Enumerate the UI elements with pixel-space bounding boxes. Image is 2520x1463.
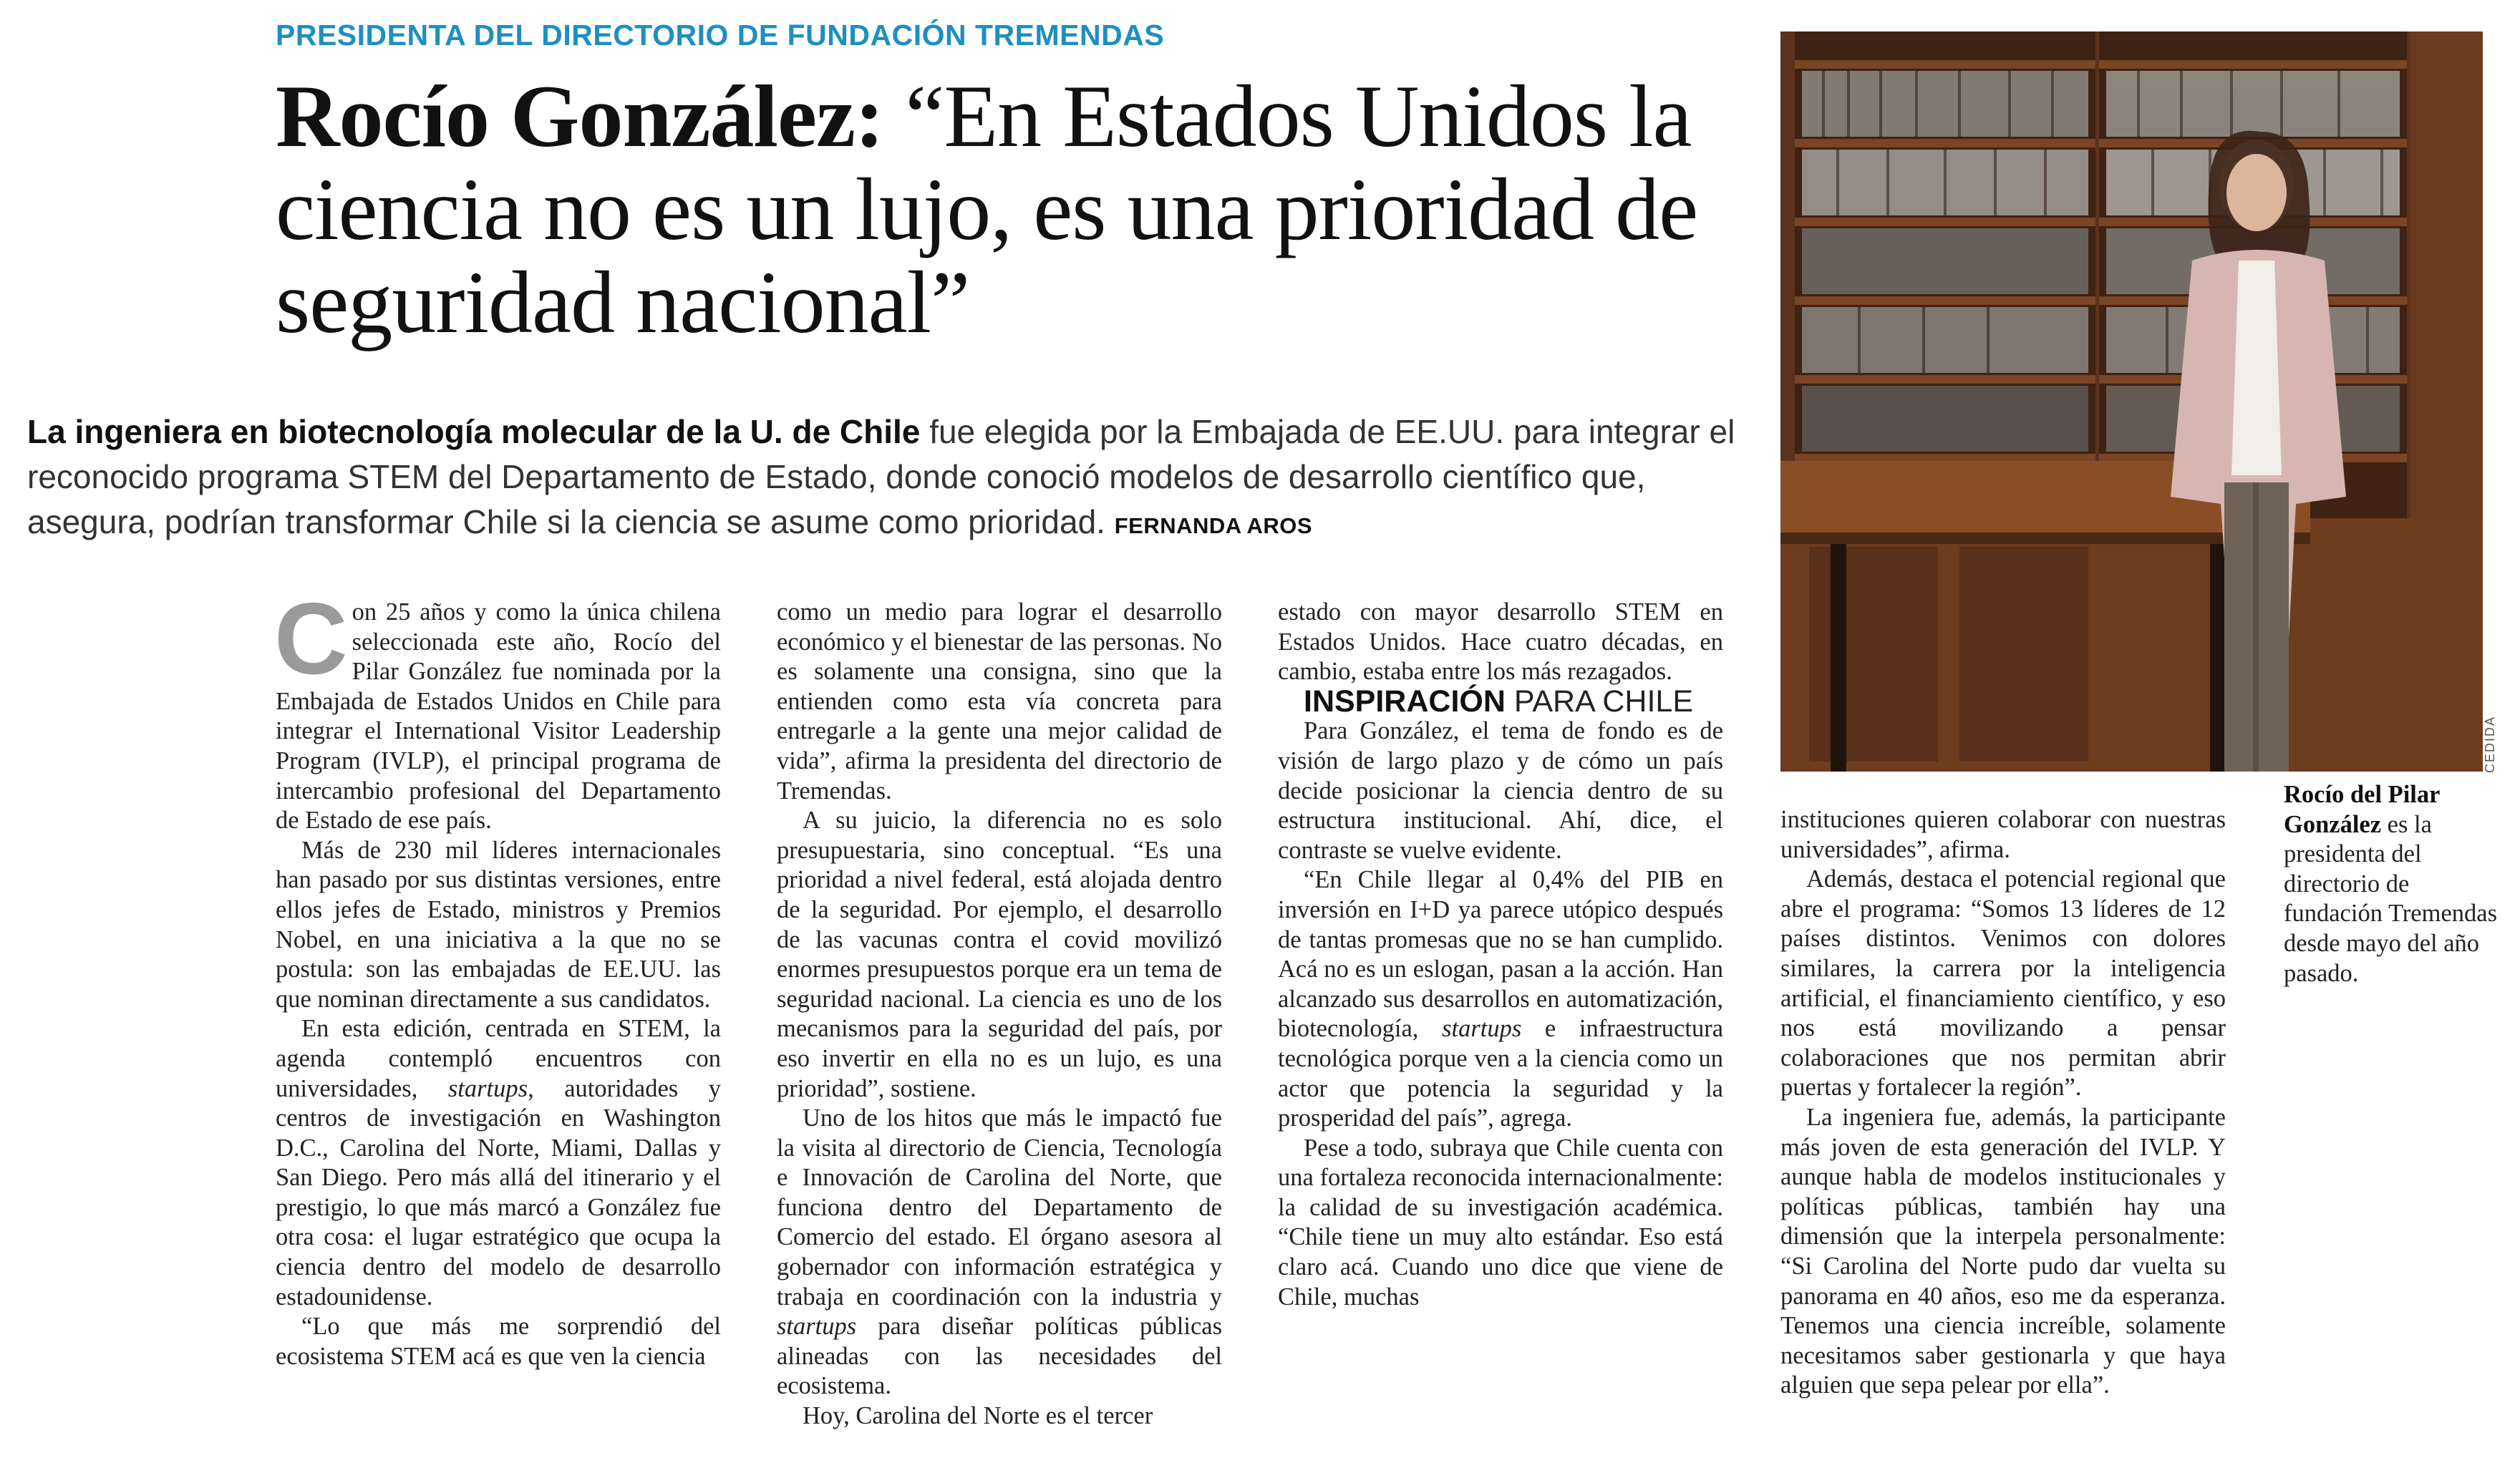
byline: FERNANDA AROS (1114, 513, 1313, 538)
photo-credit: CEDIDA (2483, 715, 2497, 773)
paragraph: Pese a todo, subraya que Chile cuenta con una fortaleza reconocida internacionalmente: la calidad de su investigación académica. “Chile tiene un muy alto estándar. Eso está claro acá. Cuando uno dice que viene de Chile, muchas (1278, 1134, 1723, 1311)
portrait-photo (1780, 31, 2483, 772)
headline-quote: “En Estados Unidos la ciencia no es un lujo, es una prioridad de seguridad nacional” (276, 67, 1698, 351)
headline-name: Rocío González: (276, 67, 884, 165)
paragraph (274, 582, 721, 836)
caption-text: es la presidenta del directorio de fundación Tremendas desde mayo del año pasado. (2284, 810, 2498, 987)
paragraph: Para González, el tema de fondo es de visión de largo plazo y de cómo un país decide posicionar la ciencia dentro de su estructura institucional. Ahí, dice, el contraste se vuelve evidente. (1278, 717, 1723, 864)
paragraph: como un medio para lograr el desarrollo económico y el bienestar de las personas. No es solamente una consigna, sino que la entienden como esta vía concreta para entregarle a la gente una mejor calidad de vida”, afirma la presidenta del directorio de Tremendas. (777, 598, 1222, 805)
paragraph: “Lo que más me sorprendió del ecosistema STEM acá es que ven la ciencia (276, 1313, 721, 1370)
paragraph: A su juicio, la diferencia no es solo presupuestaria, sino conceptual. “Es una prioridad a nivel federal, está alojada dentro de la seguridad. Por ejemplo, el desarrollo de las vacunas contra el covid movilizó enormes presupuestos porque era un tema de seguridad nacional. La ciencia es uno de los mecanismos para la seguridad del país, por eso invertir en ella no es un lujo, es una prioridad”, sostiene. (777, 807, 1222, 1102)
paragraph: estado con mayor desarrollo STEM en Estados Unidos. Hace cuatro décadas, en cambio, estaba entre los más rezagados. (1278, 598, 1723, 686)
paragraph: Además, destaca el potencial regional que abre el programa: “Somos 13 líderes de 12 países distintos. Venimos con dolores similares, la carrera por la inteligencia artificial, el financiamiento científico, y eso nos está movilizando a pensar colaboraciones que nos permitan abrir puertas y fortalecer la región”. (1780, 865, 2226, 1102)
paragraph: instituciones quieren colaborar con nuestras universidades”, afirma. (1780, 806, 2226, 863)
paragraph-text: on 25 años y como la única chilena seleccionada este año, Rocío del Pilar González fue nominada por la Embajada de Estados Unidos en Chile para integrar el International Visitor Leadership Program (IVLP), el principal programa de intercambio profesional del Departamento de Estado de ese país. (276, 598, 721, 835)
paragraph: Hoy, Carolina del Norte es el tercer (803, 1402, 1153, 1430)
headline (276, 67, 1736, 351)
photo-caption (2284, 780, 2499, 988)
article-column-2 (777, 598, 1222, 1432)
drop-cap: C (274, 582, 348, 696)
paragraph: La ingeniera fue, además, la participante más joven de esta generación del IVLP. Y aunque habla de modelos institucionales y políticas públicas, también hay una dimensión que la interpela personalmente: “Si Carolina del Norte pudo dar vuelta su panorama en 40 años, eso me da esperanza. Tenemos una ciencia increíble, solamente necesitamos saber gestionarla y que haya alguien que sepa pelear por ella”. (1780, 1103, 2226, 1399)
deck-summary (27, 409, 1767, 548)
paragraph: “En Chile llegar al 0,4% del PIB en inversión en I+D ya parece utópico después de tantas promesas que no se han cumplido. Acá no es un eslogan, pasan a la acción. Han alcanzado sus desarrollos en automatización, biotecnología, startups e infraestructura tecnológica porque ven a la ciencia como un actor que potencia la seguridad y la prosperidad del país”, agrega. (1278, 866, 1724, 1132)
subheading: INSPIRACIÓN PARA CHILE (1304, 684, 1693, 719)
deck-text: fue elegida por la Embajada de EE.UU. para integrar el reconocido programa STEM del Departamento de Estado, donde conoció modelos de desarrollo científico que, asegura, podrían transformar Chile si la ciencia se asume como prioridad. (27, 413, 1735, 540)
deck-lead: La ingeniera en biotecnología molecular de la U. de Chile (27, 413, 921, 450)
article-column-1 (274, 582, 722, 1371)
paragraph: Más de 230 mil líderes internacionales han pasado por sus distintas versiones, entre ellos jefes de Estado, ministros y Premios Nobel, en una iniciativa a la que no se postula: son las embajadas de EE.UU. las que nominan directamente a sus candidatos. (276, 836, 721, 1013)
caption-name: Rocío del Pilar González (2284, 781, 2440, 838)
paragraph: En esta edición, centrada en STEM, la agenda contempló encuentros con universidades, startups, autoridades y centros de investigación en Washington D.C., Carolina del Norte, Miami, Dallas y San Diego. Pero más allá del itinerario y el prestigio, lo que más marcó a González fue otra cosa: el lugar estratégico que ocupa la ciencia dentro del modelo de desarrollo estadounidense. (276, 1015, 722, 1311)
article-column-3 (1278, 598, 1723, 1312)
section-kicker: PRESIDENTA DEL DIRECTORIO DE FUNDACIÓN TREMENDAS (276, 19, 1165, 52)
paragraph: Uno de los hitos que más le impactó fue la visita al directorio de Ciencia, Tecnología e Innovación de Carolina del Norte, que funciona dentro del Departamento de Comercio del estado. El órgano asesora al gobernador con información estratégica y trabaja en coordinación con la industria y startups para diseñar políticas públicas alineadas con las necesidades del ecosistema. (777, 1104, 1222, 1400)
article-column-4 (1780, 805, 2226, 1401)
